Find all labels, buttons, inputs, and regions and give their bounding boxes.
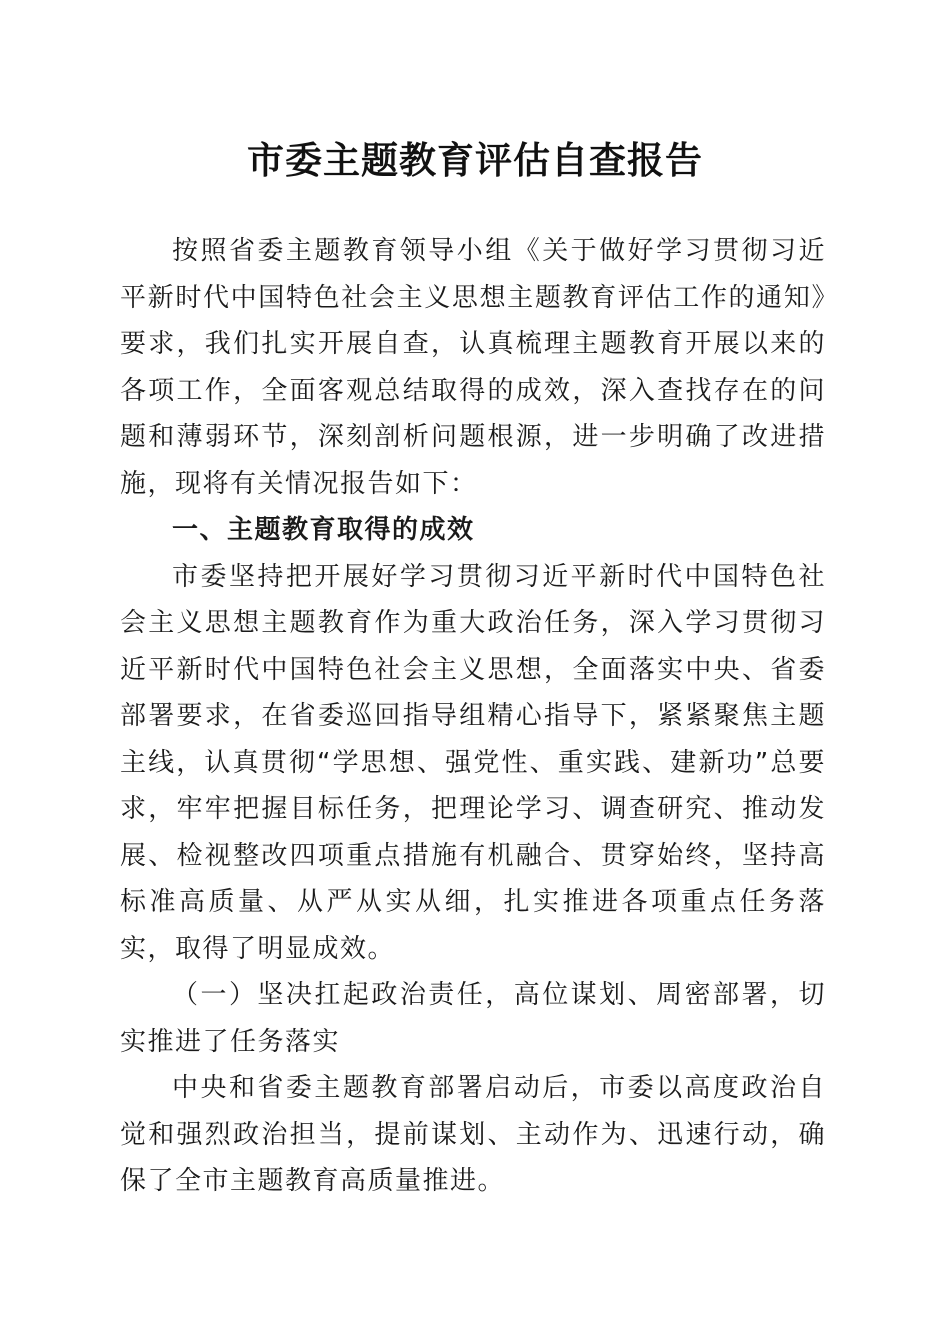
subsection-heading: （一）坚决扛起政治责任，高位谋划、周密部署，切实推进了任务落实 xyxy=(120,980,826,1057)
section-paragraph: 市委坚持把开展好学习贯彻习近平新时代中国特色社会主义思想主题教育作为重大政治任务，深入学习贯彻习近平新时代中国特色社会主义思想，全面落实中央、省委部署要求，在省委巡回指导组精心指导下，紧紧聚焦主题主线，认真贯彻“学思想、强党性、重实践、建新功”总要求，牢牢把握目标任务，把理论学习、调查研究、推动发展、检视整改四项重点措施有机融合、贯穿始终，坚持高标准高质量、从严从实从细，扎实推进各项重点任务落实，取得了明显成效。 xyxy=(120,561,826,964)
subsection-paragraph: 中央和省委主题教育部署启动后，市委以高度政治自觉和强烈政治担当，提前谋划、主动作为、迅速行动，确保了全市主题教育高质量推进。 xyxy=(120,1073,826,1196)
document-body xyxy=(120,228,826,1205)
intro-paragraph: 按照省委主题教育领导小组《关于做好学习贯彻习近平新时代中国特色社会主义思想主题教育评估工作的通知》要求，我们扎实开展自查，认真梳理主题教育开展以来的各项工作，全面客观总结取得的成效，深入查找存在的问题和薄弱环节，深刻剖析问题根源，进一步明确了改进措施，现将有关情况报告如下： xyxy=(120,236,826,499)
document-title: 市委主题教育评估自查报告 xyxy=(247,138,703,182)
section-heading: 一、主题教育取得的成效 xyxy=(172,515,475,545)
